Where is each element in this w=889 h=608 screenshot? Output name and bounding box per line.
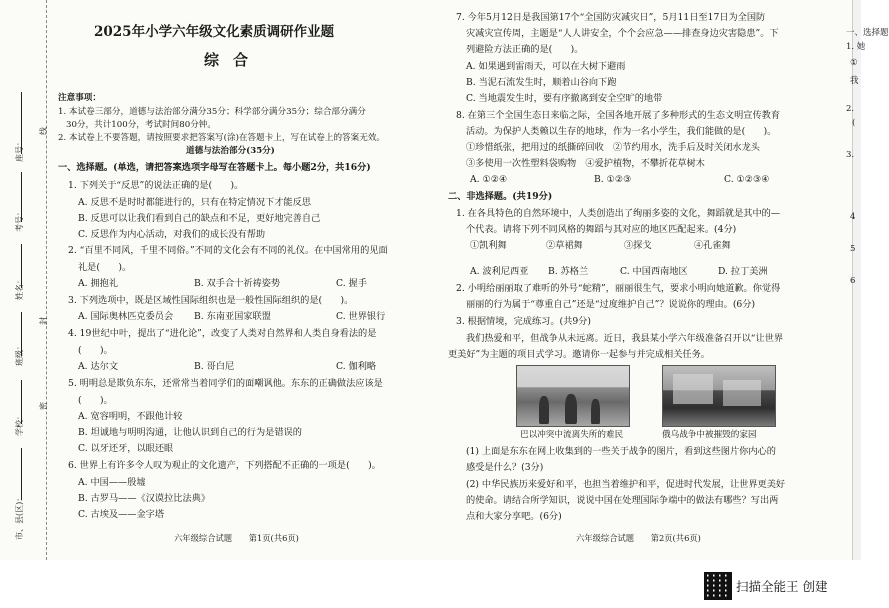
watermark-text: 扫描全能王 创建	[736, 579, 828, 594]
page-2	[448, 0, 848, 560]
notice-line: 30分，共计100分，考试时间80分钟。	[66, 120, 216, 130]
option-line: C. ①②③④	[724, 174, 770, 185]
subject-title: 综合	[204, 51, 263, 69]
question-3: 3. 下列选项中，既是区域性国际组织也是一般性国际组织的是( )。	[68, 295, 354, 306]
option-line: B. 哥白尼	[194, 361, 235, 372]
page-3-fragment: 1. 她	[846, 42, 866, 52]
school-label: 学校：	[15, 412, 24, 436]
region-item: A. 波利尼西亚	[470, 266, 529, 277]
question-2: 2. “百里不同风，千里不同俗。”不同的文化会有不同的礼仪。在中国常用的见面	[68, 245, 388, 256]
question-nonchoice-1: 1. 在各具特色的自然环境中，人类创造出了绚丽多姿的文化，舞蹈就是其中的—	[456, 208, 781, 219]
question-line: 丽丽的行为属于“尊重自己”还是“过度维护自己”？说说你的理由。(6分)	[466, 299, 756, 310]
option-line: C. 握手	[336, 278, 367, 289]
notice-heading: 注意事项：	[58, 93, 101, 103]
question-4: 4. 19世纪中叶，提出了“进化论”，改变了人类对自然界和人类自身看法的是	[68, 328, 377, 339]
option-line: B. 坦诚地与明明沟通，让他认识到自己的行为是错误的	[78, 427, 302, 438]
sub-question-line: 感受是什么？(3分)	[466, 462, 544, 473]
page-3-fragment: (	[852, 118, 856, 128]
page-3-fragment: 一、选择题	[846, 28, 889, 38]
photo-caption-refugees: 巴以冲突中流离失所的难民	[520, 430, 624, 440]
option-line: A. ①②④	[470, 174, 508, 185]
question-nonchoice-3: 3. 根据情境，完成练习。(共9分)	[456, 316, 591, 327]
dance-item: ②草裙舞	[546, 240, 583, 251]
option-line: B. 当泥石流发生时，顺着山谷向下跑	[466, 77, 617, 88]
page-3-fragment: 6	[850, 276, 856, 286]
qr-code-icon	[704, 572, 732, 600]
option-line: C. 以牙还牙，以眼还眼	[78, 443, 174, 454]
county-line	[21, 448, 22, 500]
page-3-fragment: 4	[850, 212, 856, 222]
page-footer: 六年级综合试题 第1页(共6页)	[174, 533, 299, 543]
page-1	[54, 0, 424, 560]
option-line: A. 达尔文	[78, 361, 119, 372]
dance-item: ③探戈	[624, 240, 652, 251]
region-item: B. 苏格兰	[548, 266, 589, 277]
option-line: B. 双手合十祈祷姿势	[194, 278, 281, 289]
option-line: C. 古埃及——金字塔	[78, 509, 165, 520]
cut-mark-seal: 封	[39, 317, 48, 325]
destroyed-home-photo	[662, 365, 776, 427]
option-line: C. 反思作为内心活动，对我们的成长没有帮助	[78, 229, 266, 240]
question-nonchoice-2: 2. 小明给丽丽取了难听的外号“蛇精”，丽丽很生气，要求小明向她道歉。你觉得	[456, 283, 781, 294]
sub-question-1: (1) 上面是东东在网上收集到的一些关于战争的图片，看到这些图片你内心的	[466, 446, 776, 457]
page-3-fragment: ①	[850, 58, 858, 68]
region-item: C. 中国西南地区	[620, 266, 688, 277]
question-8: 8. 在第三个全国生态日来临之际，全国各地开展了多种形式的生态文明宣传教育	[456, 110, 781, 121]
option-line: B. 古罗马——《汉谟拉比法典》	[78, 493, 211, 504]
section-heading: 道德与法治部分(35分)	[186, 146, 275, 156]
option-line: C. 世界银行	[336, 311, 386, 322]
option-line: ①珍惜纸张，把用过的纸撕碎回收 ②节约用水，洗手后及时关闭水龙头	[466, 142, 760, 153]
option-line: C. 当地震发生时，要有序撤离到安全空旷的地带	[466, 93, 663, 104]
page-3-fragment: 3.	[846, 150, 855, 160]
refugee-photo	[516, 365, 630, 427]
question-line: 列避险方法正确的是( )。	[466, 44, 584, 55]
dance-item: ④孔雀舞	[694, 240, 731, 251]
question-line: ( )。	[78, 345, 113, 356]
scenario-line: 我们热爱和平，但战争从未远离。近日，我县某小学六年级准备召开以“让世界	[466, 333, 784, 344]
option-line: B. ①②③	[594, 174, 632, 185]
option-line: ③多使用一次性塑料袋购物 ④爱护植物，不攀折花草树木	[466, 158, 705, 169]
sub-question-2: (2) 中华民族历来爱好和平，也担当着维护和平，促进时代发展，让世界更美好	[466, 479, 786, 490]
option-line: A. 拥抱礼	[78, 278, 119, 289]
cut-mark-line: 线	[39, 127, 48, 135]
dance-item: ①凯利舞	[470, 240, 507, 251]
option-line: A. 中国——殷墟	[78, 477, 146, 488]
name-label: 姓名：	[15, 276, 24, 300]
page-3-fragment: 5	[850, 244, 856, 254]
binding-margin	[0, 0, 47, 560]
page-footer: 六年级综合试题 第2页(共6页)	[576, 533, 701, 543]
seat-label: 座号：	[15, 138, 24, 162]
part1-heading: 一、选择题。(单选，请把答案选项字母写在答题卡上。每小题2分，共16分)	[58, 162, 371, 173]
option-line: B. 东南亚国家联盟	[194, 311, 271, 322]
option-line: C. 伽利略	[336, 361, 377, 372]
page-3-fragment: 2.	[846, 104, 855, 114]
cut-mark-secret: 密	[39, 402, 48, 410]
sub-question-line: 的使命。请结合所学知识，说说中国在处理国际争端中的做法有哪些？写出两	[466, 495, 779, 506]
sub-question-line: 点和大家分享吧。(6分)	[466, 511, 562, 522]
option-line: A. 宽容明明，不跟他计较	[78, 411, 183, 422]
question-7: 7. 今年5月12日是我国第17个“全国防灾减灾日”，5月11日至17日为全国防	[456, 12, 766, 23]
option-line: A. 国际奥林匹克委员会	[78, 311, 174, 322]
county-label: 市、县(区)：	[15, 493, 24, 540]
question-line: 灾减灾宣传周，主题是“人人讲安全，个个会应急——排查身边灾害隐患”。下	[466, 28, 779, 39]
class-label: 班级：	[15, 342, 24, 366]
exam-title: 2025年小学六年级文化素质调研作业题	[94, 24, 335, 40]
option-line: B. 反思可以让我们看到自己的缺点和不足，更好地完善自己	[78, 213, 321, 224]
question-line: 个代表。请将下列不同风格的舞蹈与其对应的地区匹配起来。(4分)	[466, 224, 737, 235]
scenario-line: 更美好”为主题的项目式学习。邀请你一起参与并完成相关任务。	[448, 349, 710, 360]
region-item: D. 拉丁美洲	[718, 266, 768, 277]
exam-no-label: 考号：	[15, 208, 24, 232]
question-5: 5. 明明总是欺负东东，还常常当着同学们的面嘲讽他。东东的正确做法应该是	[68, 378, 383, 389]
notice-line: 1. 本试卷三部分，道德与法治部分满分35分；科学部分满分35分；综合部分满分	[58, 107, 366, 117]
option-line: A. 如果遇到雷雨天，可以在大树下避雨	[466, 61, 626, 72]
question-line: 礼是( )。	[78, 262, 132, 273]
part2-heading: 二、非选择题。(共19分)	[448, 191, 553, 202]
notice-line: 2. 本试卷上不要答题，请按照要求把答案写(涂)在答题卡上，写在试卷上的答案无效。	[58, 133, 386, 143]
question-1: 1. 下列关于“反思”的说法正确的是( )。	[68, 180, 244, 191]
question-line: ( )。	[78, 395, 113, 406]
question-line: 活动。为保护人类赖以生存的地球，作为一名小学生，我们能做的是( )。	[466, 126, 777, 137]
option-line: A. 反思不是时时都能进行的，只有在特定情况下才能反思	[78, 197, 311, 208]
page-3-fragment: 我	[850, 76, 859, 86]
question-6: 6. 世界上有许多令人叹为观止的文化遗产，下列搭配不正确的一项是( )。	[68, 460, 381, 471]
photo-caption-homes: 俄乌战争中被摧毁的家园	[662, 430, 757, 440]
